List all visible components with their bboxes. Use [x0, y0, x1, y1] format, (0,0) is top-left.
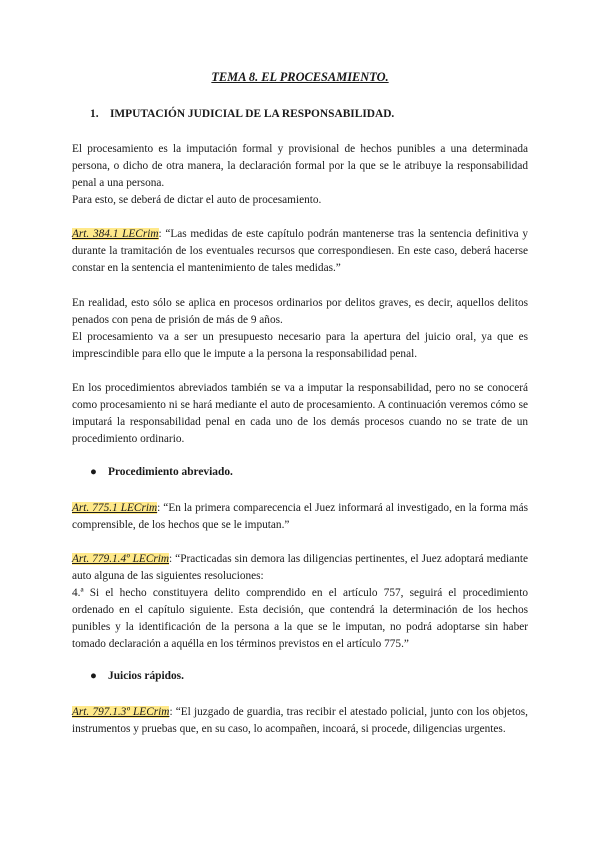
section-heading-text: IMPUTACIÓN JUDICIAL DE LA RESPONSABILIDAD. — [110, 108, 395, 120]
article-text-775: : “En la primera comparecencia el Juez informará al investigado, en la forma más comprensible, de los hechos que se le imputan.” — [72, 502, 528, 531]
article-ref-775: Art. 775.1 LECrim — [72, 502, 158, 514]
quote-art-775 — [72, 500, 528, 534]
page-title: TEMA 8. EL PROCESAMIENTO. — [211, 70, 389, 84]
article-ref-384: Art. 384.1 LECrim — [72, 228, 159, 240]
article-text-384: : “Las medidas de este capítulo podrán mantenerse tras la sentencia definitiva y durante la tramitación de los eventuales recursos que correspondiesen. En este caso, deberá hacerse constar en la sentencia el mantenimiento de tales medidas.” — [72, 228, 528, 274]
bullet-label: Procedimiento abreviado. — [108, 466, 233, 478]
paragraph-auto: Para esto, se deberá de dictar el auto de procesamiento. — [72, 194, 322, 206]
bullet-label: Juicios rápidos. — [108, 670, 184, 682]
paragraph-ordinary: En realidad, esto sólo se aplica en procesos ordinarios por delitos graves, es decir, aquellos delitos penados con pena de prisión de más de 9 años. — [72, 297, 528, 326]
bullet-juicios-rapidos — [90, 670, 184, 682]
quote-art-797 — [72, 704, 528, 738]
quote-art-779 — [72, 551, 528, 585]
bullet-dot: ● — [90, 670, 97, 682]
quote-art-384 — [72, 226, 528, 277]
paragraph-definition: El procesamiento es la imputación formal y provisional de hechos punibles a una determinada persona, o dicho de otra manera, la declaración formal por la que se le atribuye la responsabilidad penal a una persona. — [72, 143, 528, 189]
paragraph-abbreviated: En los procedimientos abreviados también se va a imputar la responsabilidad, pero no se conocerá como procesamiento ni se hará mediante el auto de procesamiento. A continuación veremos cómo se imputará la responsabilidad penal en cada uno de los demás procesos cuando no se trate de un procedimiento ordinario. — [72, 382, 528, 445]
article-ref-779: Art. 779.1.4º LECrim — [72, 553, 170, 565]
article-ref-797: Art. 797.1.3º LECrim — [72, 706, 170, 718]
section-heading — [90, 108, 394, 120]
article-text-797: : “El juzgado de guardia, tras recibir el atestado policial, junto con los objetos, instrumentos y pruebas que, en su caso, lo acompañen, incoará, si procede, diligencias urgentes. — [72, 706, 528, 735]
bullet-procedimiento-abreviado — [90, 466, 233, 478]
section-number: 1. — [90, 108, 99, 120]
paragraph-presupuesto: El procesamiento va a ser un presupuesto necesario para la apertura del juicio oral, ya que es imprescindible para ello que le impute a la persona la responsabilidad penal. — [72, 331, 528, 360]
quote-art-779-item4: 4.ª Si el hecho constituyera delito comprendido en el artículo 757, seguirá el procedimiento ordenado en el capítulo siguiente. Esta decisión, que contendrá la determinación de los hechos punibles y la identificación de la persona a la que se le imputan, no podrá adoptarse sin haber tomado declaración a aquélla en los términos previstos en el artículo 775.” — [72, 587, 528, 650]
article-text-779: : “Practicadas sin demora las diligencias pertinentes, el Juez adoptará mediante auto alguna de las siguientes resoluciones: — [72, 553, 528, 582]
bullet-dot: ● — [90, 466, 97, 478]
